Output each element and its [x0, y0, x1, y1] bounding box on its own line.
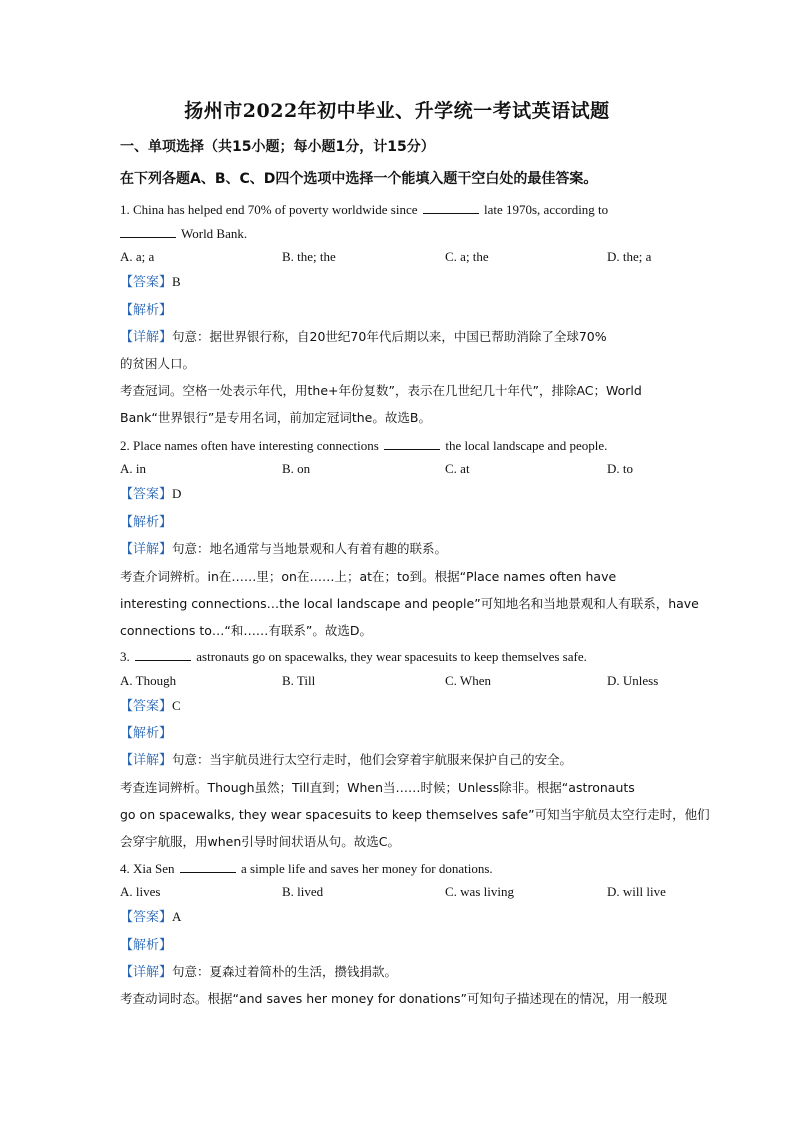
option-a: A. Though — [120, 673, 177, 688]
option-b: B. Till — [282, 673, 316, 688]
analysis-tag: 【解析】 — [120, 726, 173, 741]
detail-tag: 【详解】 — [120, 965, 173, 980]
option-c: C. a; the — [445, 249, 489, 264]
answer-line — [120, 908, 680, 926]
q3-stem-part-a: 3. — [120, 649, 130, 664]
explanation-line: 考查介词辨析。in在……里；on在……上；at在；to到。根据“Place names often have — [120, 569, 617, 584]
analysis-tag: 【解析】 — [120, 938, 173, 953]
detail-text: 句意：夏森过着简朴的生活，攒钱捐款。 — [172, 964, 398, 979]
explanation-line: Bank“世界银行”是专用名词，前加定冠词the。故选B。 — [120, 410, 431, 425]
option-a: A. a; a — [120, 249, 155, 264]
q3-stem-part-b: astronauts go on spacewalks, they wear spacesuits to keep themselves safe. — [196, 649, 587, 664]
detail-text: 句意：据世界银行称，自20世纪70年代后期以来，中国已帮助消除了全球70% — [172, 329, 607, 344]
question-1-stem — [120, 201, 680, 218]
option-b: B. lived — [282, 884, 324, 899]
detail-line — [120, 963, 680, 981]
option-a: A. lives — [120, 884, 161, 899]
answer-tag: 【答案】 — [120, 699, 173, 714]
section-heading: 一、单项选择（共15小题；每小题1分，计15分） — [120, 139, 435, 155]
analysis-heading — [120, 513, 680, 531]
explanation-line: interesting connections…the local landscape and people”可知地名和当地景观和人有联系，have — [120, 596, 699, 611]
analysis-tag: 【解析】 — [120, 515, 173, 530]
detail-text: 句意：地名通常与当地景观和人有着有趣的联系。 — [172, 541, 448, 556]
q1-stem-part-a: 1. China has helped end 70% of poverty worldwide since — [120, 202, 418, 217]
answer-tag: 【答案】 — [120, 910, 173, 925]
detail-line — [120, 328, 680, 346]
detail-line-continued: 的贫困人口。 — [120, 356, 196, 371]
q2-stem-part-b: the local landscape and people. — [445, 438, 608, 453]
answer-blank — [135, 648, 191, 661]
option-b: B. on — [282, 461, 311, 476]
analysis-heading — [120, 936, 680, 954]
answer-tag: 【答案】 — [120, 487, 173, 502]
q1-stem-part-b: late 1970s, according to — [483, 202, 609, 217]
answer-line — [120, 273, 680, 291]
answer-line — [120, 697, 680, 715]
option-d: D. Unless — [607, 673, 659, 688]
explanation-line: connections to…“和……有联系”。故选D。 — [120, 623, 372, 638]
detail-tag: 【详解】 — [120, 753, 173, 768]
option-c: C. When — [445, 673, 491, 688]
option-d: D. the; a — [607, 249, 652, 264]
answer-blank — [120, 225, 176, 238]
analysis-heading — [120, 301, 680, 319]
question-1-options — [120, 249, 680, 266]
instruction: 在下列各题A、B、C、D四个选项中选择一个能填入题干空白处的最佳答案。 — [120, 171, 598, 187]
answer-value: C — [172, 698, 181, 713]
answer-tag: 【答案】 — [120, 275, 173, 290]
explanation-line: 考查冠词。空格一处表示年代，用the+年份复数”，表示在几世纪几十年代”，排除AC；World — [120, 383, 642, 398]
option-d: D. to — [607, 461, 633, 476]
question-3-stem — [120, 648, 680, 665]
explanation-line: 考查动词时态。根据“and saves her money for donations”可知句子描述现在的情况，用一般现 — [120, 991, 668, 1006]
detail-line — [120, 751, 680, 769]
explanation-line: 考查连词辨析。Though虽然；Till直到；When当……时候；Unless除非。根据“astronauts — [120, 780, 635, 795]
question-4-stem — [120, 860, 680, 877]
q1-stem-part-c: World Bank. — [181, 226, 248, 241]
exam-title: 扬州市2022年初中毕业、升学统一考试英语试题 — [184, 100, 610, 122]
explanation-line: go on spacewalks, they wear spacesuits to keep themselves safe”可知当宇航员太空行走时，他们 — [120, 807, 710, 822]
answer-blank — [384, 437, 440, 450]
option-a: A. in — [120, 461, 146, 476]
detail-tag: 【详解】 — [120, 330, 173, 345]
option-c: C. at — [445, 461, 470, 476]
option-c: C. was living — [445, 884, 514, 899]
answer-line — [120, 485, 680, 503]
answer-blank — [423, 201, 479, 214]
detail-line — [120, 540, 680, 558]
detail-tag: 【详解】 — [120, 542, 173, 557]
answer-value: B — [172, 274, 181, 289]
detail-text: 句意：当宇航员进行太空行走时，他们会穿着宇航服来保护自己的安全。 — [172, 752, 573, 767]
q4-stem-part-a: 4. Xia Sen — [120, 861, 175, 876]
explanation-line: 会穿宇航服，用when引导时间状语从句。故选C。 — [120, 834, 400, 849]
answer-value: D — [172, 486, 182, 501]
answer-blank — [180, 860, 236, 873]
question-4-options — [120, 884, 680, 901]
question-3-options — [120, 673, 680, 690]
question-1-stem-continued — [120, 225, 680, 242]
option-d: D. will live — [607, 884, 666, 899]
question-2-options — [120, 461, 680, 478]
analysis-heading — [120, 724, 680, 742]
q4-stem-part-b: a simple life and saves her money for donations. — [241, 861, 493, 876]
answer-value: A — [172, 909, 182, 924]
q2-stem-part-a: 2. Place names often have interesting connections — [120, 438, 379, 453]
question-2-stem — [120, 437, 680, 454]
option-b: B. the; the — [282, 249, 336, 264]
analysis-tag: 【解析】 — [120, 303, 173, 318]
